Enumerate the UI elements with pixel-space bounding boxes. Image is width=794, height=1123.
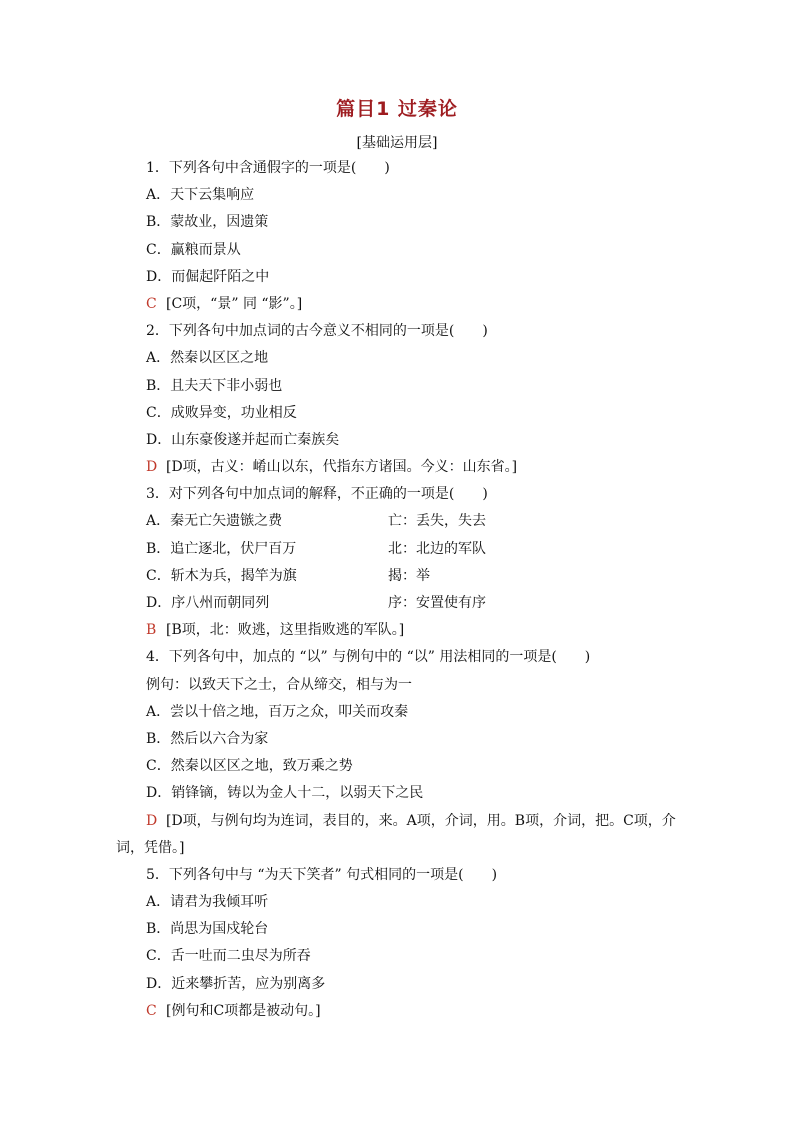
option-d: D．而倔起阡陌之中 [146,268,270,285]
answer [146,1003,691,1030]
option-c: C．舌一吐而二虫尽为所吞 [146,948,311,965]
page-title: 篇目1 过秦论 [336,98,458,120]
option-d: D．销锋镝，铸以为金人十二，以弱天下之民 [146,785,424,802]
option-b [146,541,691,568]
option-d: D．近来攀折苦，应为别离多 [146,975,326,992]
option-d [146,595,691,622]
option-text: B．追亡逐北，伏尸百万 [146,540,297,557]
option-c: C．然秦以区区之地，致万乘之势 [146,758,353,775]
answer-explanation: [C项，“景” 同 “影”。] [166,295,303,312]
option-a [146,513,691,540]
answer [146,296,691,323]
option-d: D．山东豪俊遂并起而亡秦族矣 [146,431,340,448]
answer [146,622,691,649]
answer [146,459,691,486]
option-text: D．序八州而朝同列 [146,595,270,611]
option-b: B．然后以六合为家 [146,730,269,747]
option-a: A．请君为我倾耳听 [146,894,269,911]
answer-letter: D [146,459,158,476]
option-text: A．秦无亡矢遗镞之费 [146,513,283,530]
question-stem: 1．下列各句中含通假字的一项是( ) [146,160,390,176]
option-gloss: 序：安置使有序 [388,595,486,611]
answer-letter: C [146,295,157,312]
answer-continuation: 词，凭借。] [116,839,185,856]
option-b: B．蒙故业，因遗策 [146,214,269,231]
option-b: B．且夫天下非小弱也 [146,377,283,394]
answer-letter: C [146,1002,157,1019]
question-stem: 3．对下列各句中加点词的解释，不正确的一项是( ) [146,486,488,503]
option-gloss: 揭：举 [388,567,430,584]
option-gloss: 北：北边的军队 [388,540,486,557]
answer [146,813,691,840]
answer-explanation: [D项，与例句均为连词，表目的，来。A项，介词，用。B项，介词，把。C项，介 [166,812,676,829]
answer-letter: B [146,622,157,639]
option-text: C．斩木为兵，揭竿为旗 [146,567,297,584]
answer-explanation: [B项，北：败逃，这里指败逃的军队。] [166,622,405,639]
option-c [146,568,691,595]
option-gloss: 亡：丢失，失去 [388,513,486,530]
answer-letter: D [146,812,158,829]
question-list [116,160,691,1030]
option-a: A．然秦以区区之地 [146,350,269,367]
answer-explanation: [D项，古义：崤山以东，代指东方诸国。今义：山东省。] [166,459,518,476]
option-a: A．天下云集响应 [146,187,255,204]
option-b: B．尚思为国戍轮台 [146,921,269,938]
answer-explanation: [例句和C项都是被动句。] [166,1002,321,1019]
question-stem: 5．下列各句中与 “为天下笑者” 句式相同的一项是( ) [146,866,498,883]
example-sentence: 例句：以致天下之士，合从缔交，相与为一 [146,676,412,693]
option-c: C．成败异变，功业相反 [146,404,297,421]
option-c: C．赢粮而景从 [146,241,241,258]
question-stem: 2．下列各句中加点词的古今意义不相同的一项是( ) [146,323,488,340]
section-label: [基础运用层] [356,135,438,151]
question-stem: 4．下列各句中，加点的 “以” 与例句中的 “以” 用法相同的一项是( ) [146,649,591,666]
option-a: A．尝以十倍之地，百万之众，叩关而攻秦 [146,703,409,720]
